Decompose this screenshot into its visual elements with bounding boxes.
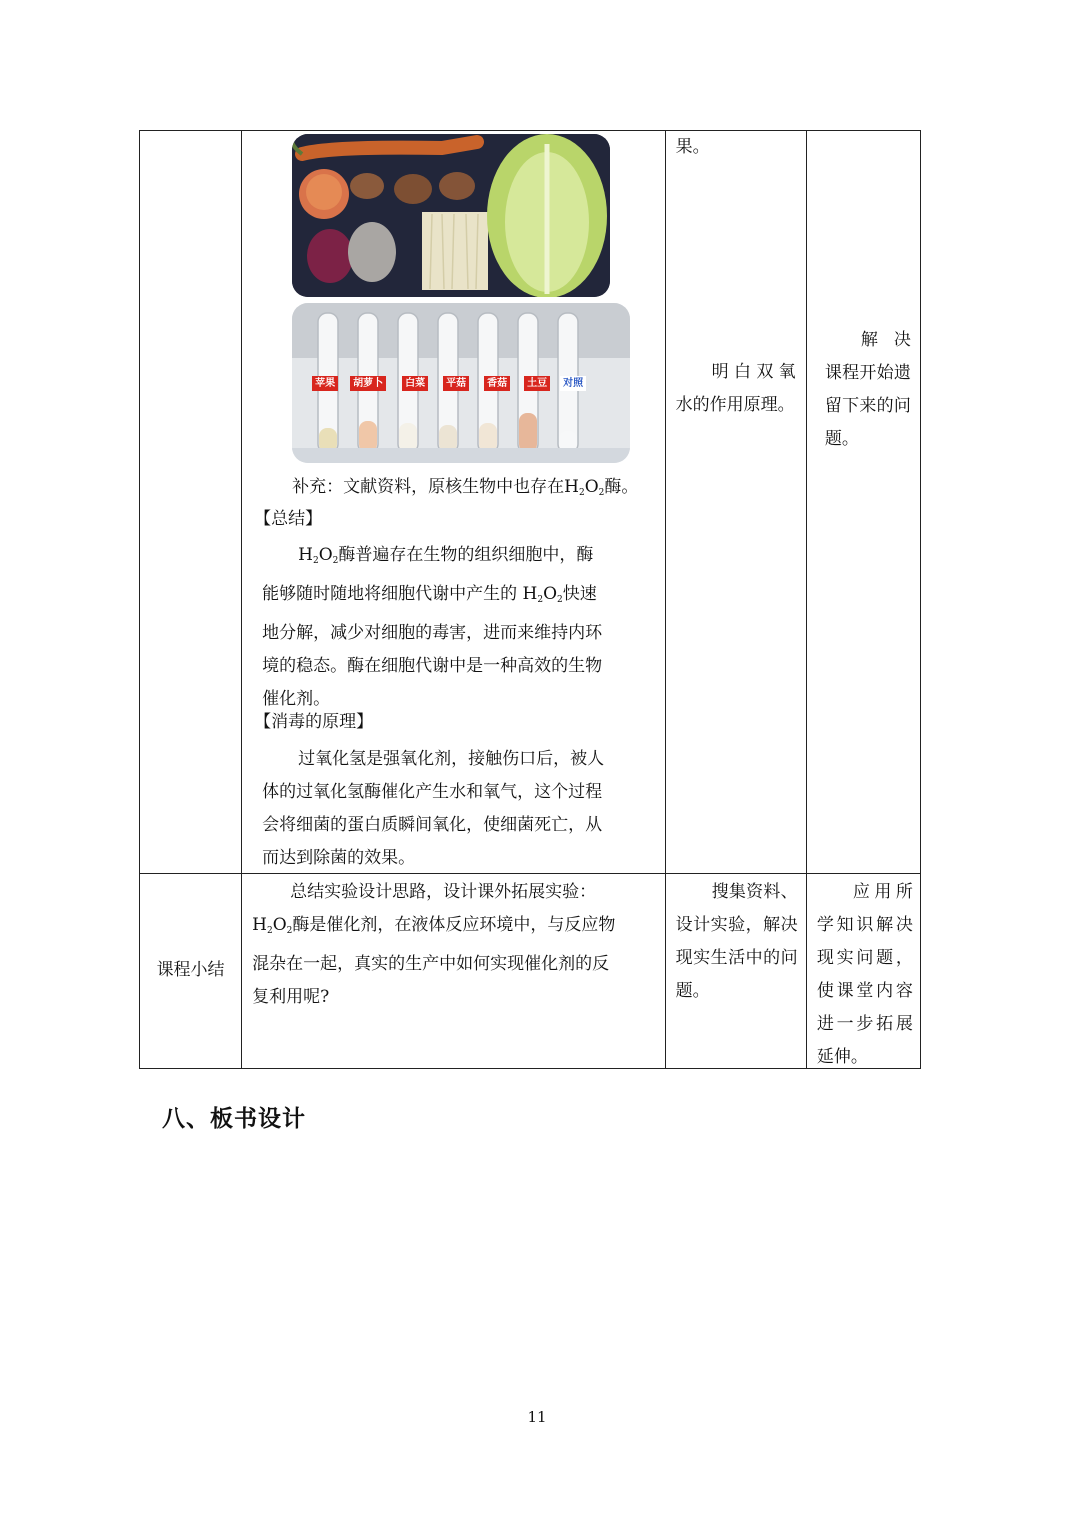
disinfect-heading: 【消毒的原理】 xyxy=(254,712,374,732)
tube-label-cabbage: 白菜 xyxy=(402,376,428,391)
tube-label-shiitake: 香菇 xyxy=(484,376,510,391)
student-activity-cell xyxy=(665,873,806,1068)
stage-cell-empty xyxy=(140,131,242,874)
student-activity-cell xyxy=(665,131,806,874)
lesson-table xyxy=(139,130,921,1069)
disinfect-paragraph: 过氧化氢是强氧化剂，接触伤口后，被人 体的过氧化氢酶催化产生水和氧气，这个过程 会将细菌的蛋白质瞬间氧化，使细菌死亡，从 而达到除菌的效果。 xyxy=(262,749,605,868)
stage-cell xyxy=(140,873,242,1068)
content-cell xyxy=(242,131,666,874)
design-intent-cell xyxy=(806,131,920,874)
vegetables-photo xyxy=(292,134,610,297)
section-heading: 八、板书设计 xyxy=(162,1106,306,1132)
summary-content-cell xyxy=(242,873,666,1068)
design-intent-cell xyxy=(806,873,920,1068)
page-number: 11 xyxy=(527,1408,547,1426)
stage-label: 课程小结 xyxy=(156,960,225,981)
design-intent-text: 应用所学知识解决现实问题，使课堂内容进一步拓展延伸。 xyxy=(816,881,913,1067)
supplement-text: 补充：文献资料，原核生物中也存在$H_2O_2$酶。 xyxy=(292,477,639,498)
tube-label-oyster-mushroom: 平菇 xyxy=(443,376,469,391)
summary-heading: 【总结】 xyxy=(254,509,323,529)
tube-label-carrot: 胡萝卜 xyxy=(350,376,386,391)
tube-label-control: 对照 xyxy=(560,376,586,391)
table-row xyxy=(140,873,921,1068)
student-activity-text: 搜集资料、设计实验，解决现实生活中的问题。 xyxy=(675,881,798,1001)
tube-label-potato: 土豆 xyxy=(524,376,550,391)
continued-text: 果。 xyxy=(675,137,710,157)
extension-paragraph: 总结实验设计思路，设计课外拓展实验： $H_2O_2$酶是催化剂，在液体反应环境中，与反应物 混杂在一起，真实的生产中如何实现催化剂的反 复利用呢? xyxy=(252,881,616,1007)
tube-label-apple: 苹果 xyxy=(312,376,338,391)
table-row xyxy=(140,131,921,874)
student-purpose-text: 明白双氧水的作用原理。 xyxy=(675,362,796,415)
design-intent-text: 解决课程开始遗留下来的问题。 xyxy=(824,330,911,449)
summary-paragraph: $H_2O_2$酶普遍存在生物的组织细胞中，酶 能够随时随地将细胞代谢中产生的 $H_2O_2$快速 地分解，减少对细胞的毒害，进而来维持内环 境的稳态。酶在细胞代谢中是一种高效的生物 催化剂。 xyxy=(262,545,603,709)
test-tubes-photo xyxy=(292,303,630,463)
